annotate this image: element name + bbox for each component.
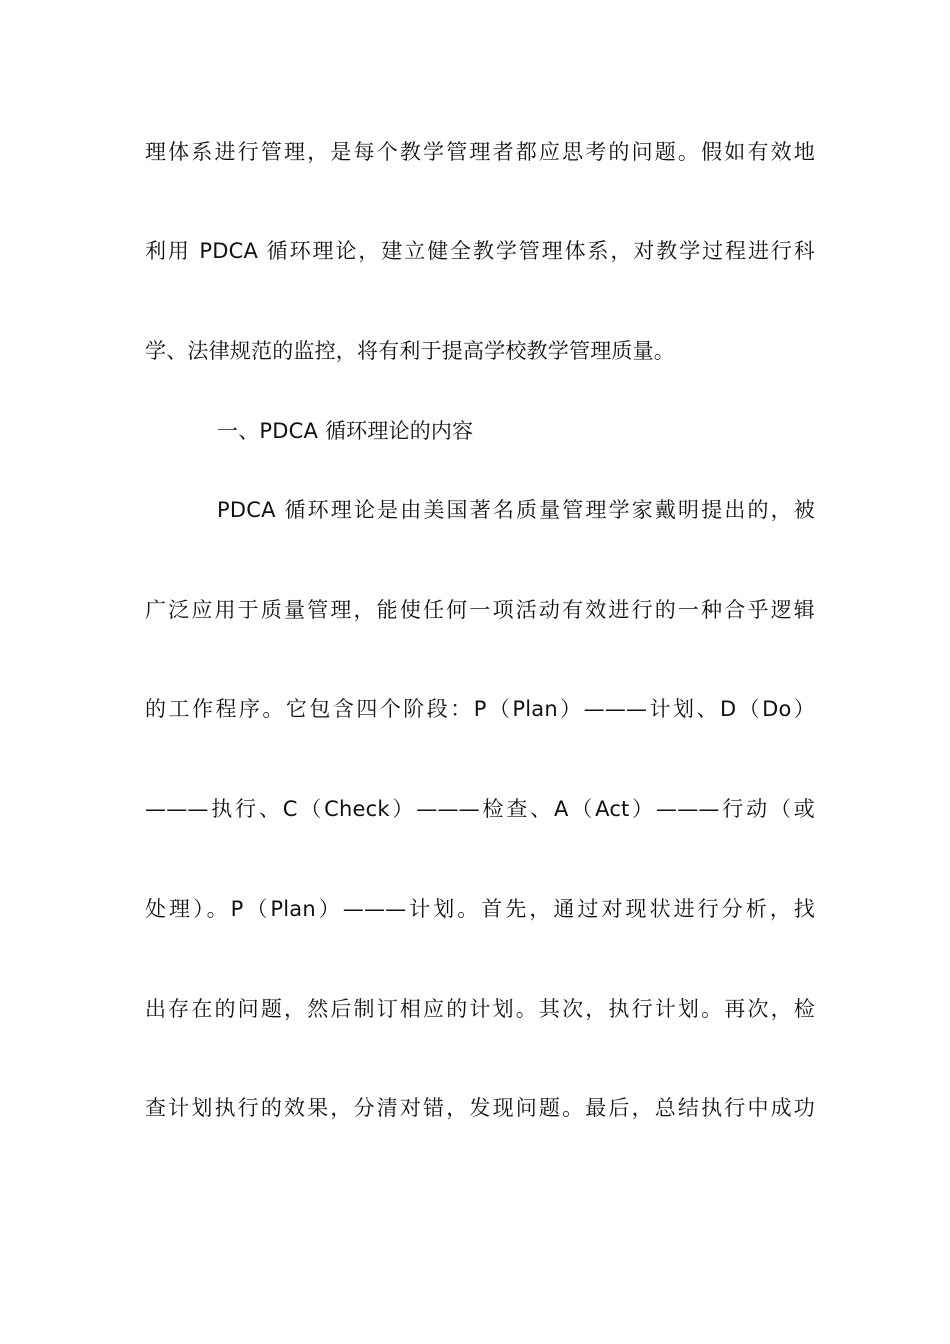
section-heading: 一、PDCA 循环理论的内容 (217, 419, 474, 443)
text-line-2: 利用 PDCA 循环理论，建立健全教学管理体系，对教学过程进行科 (145, 239, 815, 263)
text-line-9: 处理）。P（Plan）———计划。首先，通过对现状进行分析，找 (145, 897, 815, 921)
text-line-5: PDCA 循环理论是由美国著名质量管理学家戴明提出的，被 (217, 498, 815, 522)
text-line-7: 的工作程序。它包含四个阶段：P（Plan）———计划、D（Do） (145, 697, 815, 721)
text-line-8: ———执行、C（Check）———检查、A（Act）———行动（或 (145, 797, 815, 821)
text-line-3: 学、法律规范的监控，将有利于提高学校教学管理质量。 (145, 339, 675, 363)
text-line-11: 查计划执行的效果，分清对错，发现问题。最后，总结执行中成功 (145, 1096, 815, 1120)
text-line-1: 理体系进行管理，是每个教学管理者都应思考的问题。假如有效地 (145, 140, 815, 164)
text-line-10: 出存在的问题，然后制订相应的计划。其次，执行计划。再次，检 (145, 997, 815, 1021)
text-line-6: 广泛应用于质量管理，能使任何一项活动有效进行的一种合乎逻辑 (145, 598, 815, 622)
